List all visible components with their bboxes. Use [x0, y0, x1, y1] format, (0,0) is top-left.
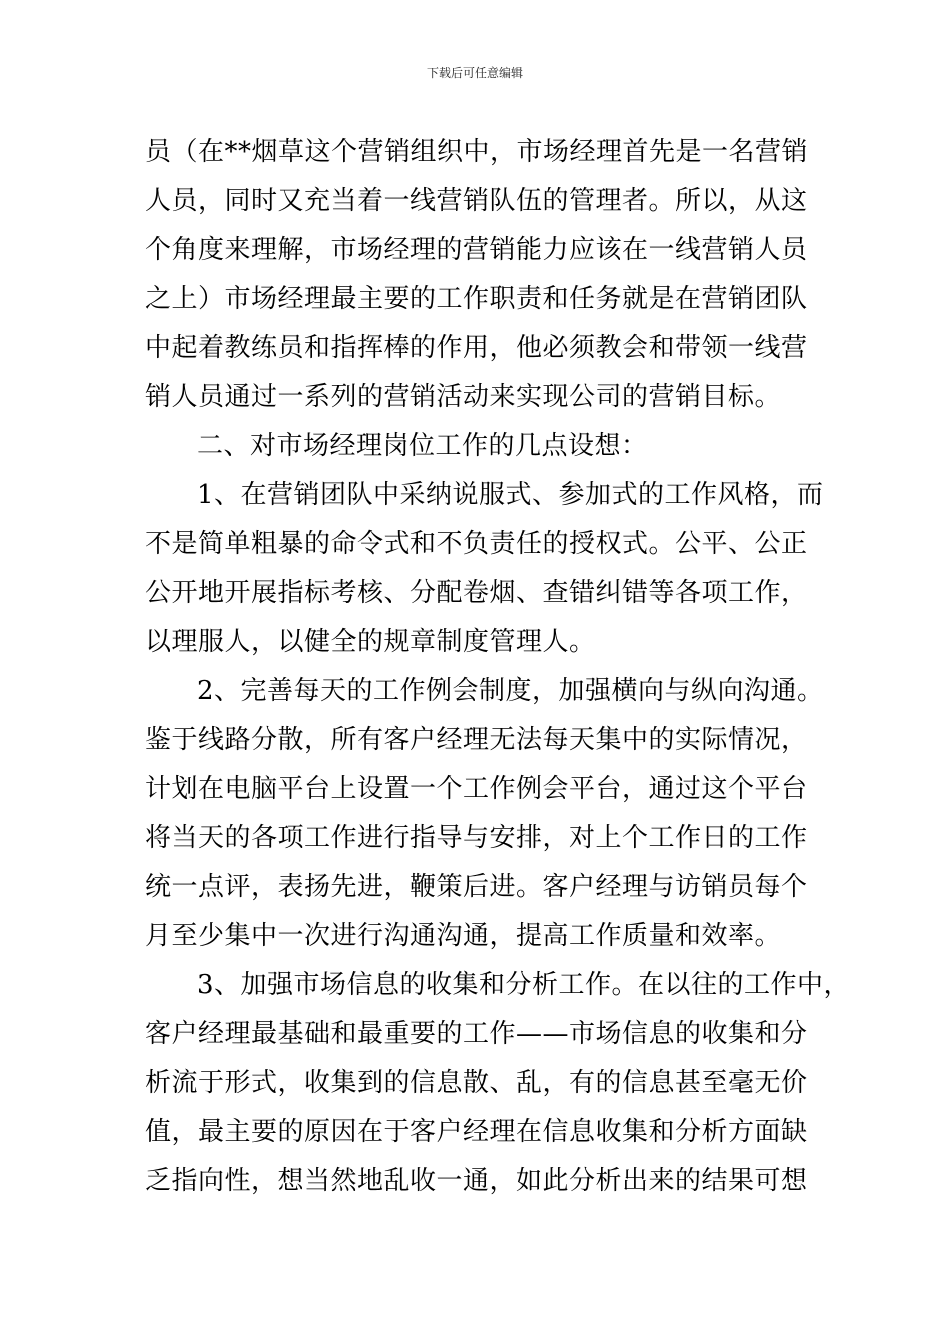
text-line: 2、完善每天的工作例会制度，加强横向与纵向沟通。 [197, 676, 824, 706]
text-line: 统一点评，表扬先进，鞭策后进。客户经理与访销员每个 [145, 872, 808, 902]
text-line: 公开地开展指标考核、分配卷烟、查错纠错等各项工作， [145, 578, 808, 608]
text-line: 销人员通过一系列的营销活动来实现公司的营销目标。 [145, 382, 782, 412]
text-line: 鉴于线路分散，所有客户经理无法每天集中的实际情况， [145, 725, 808, 755]
text-line: 值，最主要的原因在于客户经理在信息收集和分析方面缺 [145, 1117, 808, 1147]
text-line: 3、加强市场信息的收集和分析工作。在以往的工作中， [197, 970, 851, 1000]
text-line: 乏指向性，想当然地乱收一通，如此分析出来的结果可想 [145, 1166, 808, 1196]
page-header: 下载后可任意编辑 [426, 66, 523, 80]
text-line: 客户经理最基础和最重要的工作——市场信息的收集和分 [145, 1019, 808, 1049]
text-line: 个角度来理解，市场经理的营销能力应该在一线营销人员 [145, 235, 808, 265]
text-line: 不是简单粗暴的命令式和不负责任的授权式。公平、公正 [145, 529, 808, 559]
text-line: 之上）市场经理最主要的工作职责和任务就是在营销团队 [145, 284, 808, 314]
text-line: 以理服人，以健全的规章制度管理人。 [145, 627, 596, 657]
text-line: 二、对市场经理岗位工作的几点设想： [197, 431, 648, 461]
document-body [145, 128, 851, 1206]
text-line: 月至少集中一次进行沟通沟通，提高工作质量和效率。 [145, 921, 782, 951]
text-line: 中起着教练员和指挥棒的作用，他必须教会和带领一线营 [145, 333, 808, 363]
text-line: 析流于形式，收集到的信息散、乱，有的信息甚至毫无价 [145, 1068, 808, 1098]
text-line: 将当天的各项工作进行指导与安排，对上个工作日的工作 [145, 823, 808, 853]
text-line: 1、在营销团队中采纳说服式、参加式的工作风格，而 [197, 480, 824, 510]
text-line: 计划在电脑平台上设置一个工作例会平台，通过这个平台 [145, 774, 808, 804]
text-line: 员（在**烟草这个营销组织中，市场经理首先是一名营销 [145, 137, 809, 167]
text-line: 人员，同时又充当着一线营销队伍的管理者。所以，从这 [145, 186, 808, 216]
